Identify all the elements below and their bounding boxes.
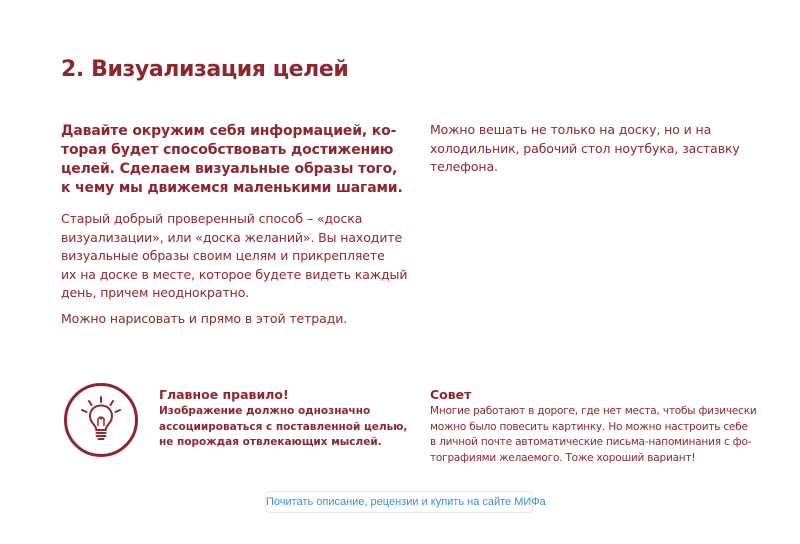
paragraph-line: телефона. [430, 159, 498, 174]
paragraph-line: день, причем неоднократно. [61, 285, 250, 300]
body-paragraph [61, 210, 408, 303]
paragraph-line: Можно нарисовать и прямо в этой тетради. [61, 311, 348, 326]
page-title: 2. Визуализация целей [61, 57, 349, 82]
main-rule-heading: Главное правило! [159, 387, 289, 402]
tip-line: тографиями желаемого. Тоже хороший вариант! [430, 451, 696, 464]
body-paragraph [61, 310, 381, 329]
lightbulb-icon [63, 382, 139, 458]
lead-line: целей. Сделаем визуальные образы того, [61, 161, 398, 177]
paragraph-line: холодильник, рабочий стол ноутбука, заставку [430, 140, 740, 156]
lead-line: к чему мы движемся маленькими шагами. [61, 180, 403, 196]
lead-paragraph [61, 122, 403, 198]
tip-text [430, 404, 757, 466]
tip-line: Многие работают в дороге, где нет места, чтобы физически [430, 405, 757, 417]
paragraph-line: визуализации», или «доска желаний». Вы находите [61, 229, 403, 245]
tip-line: можно было повесить картинку. Но можно настроить себе [430, 420, 748, 433]
buy-book-link[interactable]: Почитать описание, рецензии и купить на сайте МИФа [265, 491, 533, 513]
main-rule-text [159, 404, 409, 451]
paragraph-line: визуальные образы своим целям и прикрепляете [61, 248, 385, 263]
paragraph-line: их на доске в месте, которое будете видеть каждый [61, 266, 408, 282]
rule-line: не порождая отвлекающих мыслей. [159, 436, 382, 448]
rule-line: Изображение должно однозначно [159, 405, 371, 417]
main-rule-block [159, 387, 409, 451]
lead-line: торая будет способствовать достижению [61, 142, 394, 158]
paragraph-line: Старый добрый проверенный способ – «доска [61, 211, 363, 226]
lead-line: Давайте окружим себя информацией, ко- [61, 123, 397, 139]
paragraph-line: Можно вешать не только на доску, но и на [430, 122, 712, 137]
tip-heading: Совет [430, 387, 472, 402]
tip-line: в личной почте автоматические письма-напоминания с фо- [430, 436, 752, 448]
tip-block [430, 387, 757, 466]
rule-line: ассоциироваться с поставленной целью, [159, 420, 408, 433]
right-paragraph [430, 121, 760, 177]
